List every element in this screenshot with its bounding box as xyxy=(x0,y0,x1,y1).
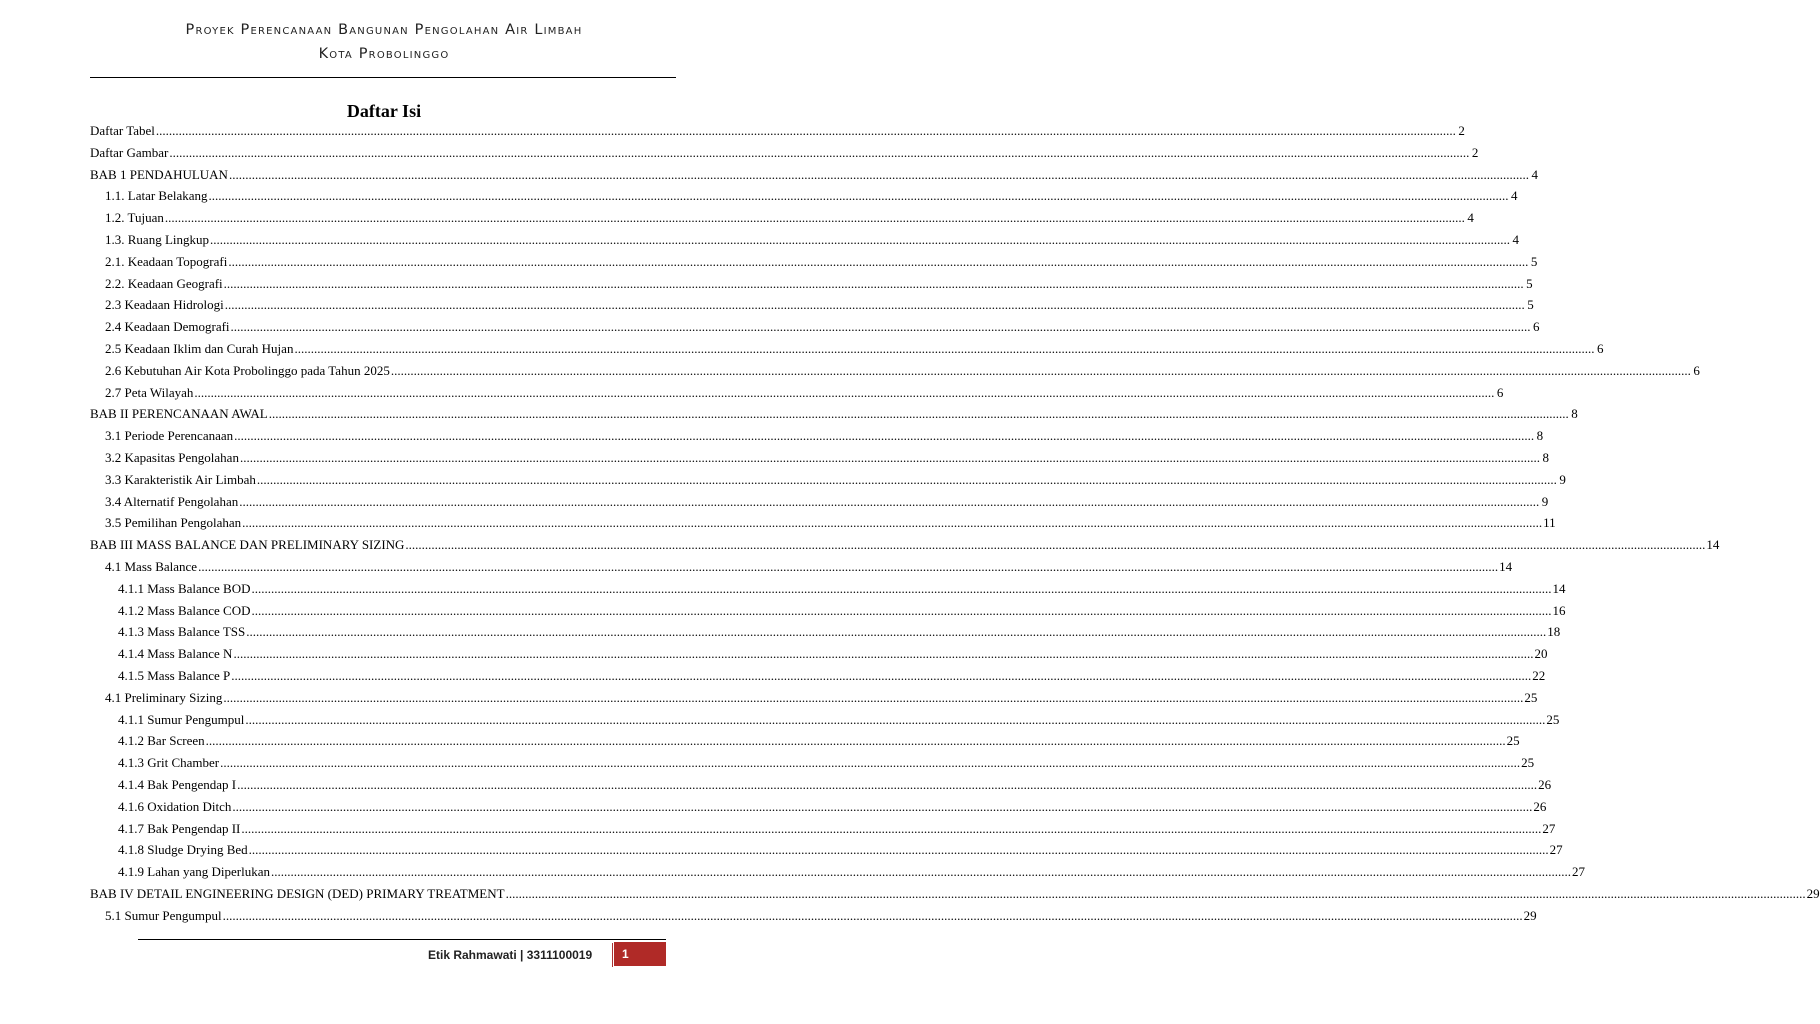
toc-dot-leader: ................................................................................................................................................................................................................................................................................................................................................................................................................ xyxy=(237,776,1538,792)
toc-entry-title: 4.1.3 Mass Balance TSS xyxy=(118,624,246,640)
toc-entry-page: 16 xyxy=(1552,602,1566,618)
toc-entry[interactable] xyxy=(90,709,1560,731)
toc-entry-page: 25 xyxy=(1506,733,1520,749)
toc-entry-page: 6 xyxy=(1693,362,1700,378)
toc-entry-title: Daftar Tabel xyxy=(90,123,155,138)
toc-entry-title: 2.6 Kebutuhan Air Kota Probolinggo pada Tahun 2025 xyxy=(105,362,390,378)
header-divider xyxy=(90,77,676,78)
toc-entry-page: 27 xyxy=(1549,842,1563,858)
toc-dot-leader: ................................................................................................................................................................................................................................................................................................................................................................................................................ xyxy=(223,689,1524,705)
toc-entry[interactable] xyxy=(90,643,1548,665)
toc-entry-title: 3.4 Alternatif Pengolahan xyxy=(105,493,239,509)
toc-entry[interactable] xyxy=(90,730,1520,752)
toc-entry[interactable] xyxy=(90,447,1549,469)
toc-dot-leader: ................................................................................................................................................................................................................................................................................................................................................................................................................ xyxy=(234,428,1535,444)
toc-entry-title: BAB II PERENCANAAN AWAL xyxy=(90,406,268,422)
toc-dot-leader: ................................................................................................................................................................................................................................................................................................................................................................................................................ xyxy=(268,406,1569,422)
toc-dot-leader: ................................................................................................................................................................................................................................................................................................................................................................................................................ xyxy=(155,123,1456,138)
toc-entry[interactable] xyxy=(90,338,1604,360)
toc-dot-leader: ................................................................................................................................................................................................................................................................................................................................................................................................................ xyxy=(270,864,1571,880)
toc-entry-title: 1.2. Tujuan xyxy=(105,210,164,226)
toc-entry[interactable] xyxy=(90,360,1700,382)
toc-dot-leader: ................................................................................................................................................................................................................................................................................................................................................................................................................ xyxy=(239,493,1540,509)
toc-entry[interactable] xyxy=(90,316,1540,338)
toc-entry-title: 4.1.4 Mass Balance N xyxy=(118,646,233,662)
header-line-1: Proyek Perencanaan Bangunan Pengolahan Air Limbah xyxy=(185,22,583,38)
toc-entry[interactable] xyxy=(90,839,1563,861)
toc-dot-leader: ................................................................................................................................................................................................................................................................................................................................................................................................................ xyxy=(251,602,1552,618)
toc-entry-title: 4.1.2 Bar Screen xyxy=(118,733,205,749)
toc-entry-title: 4.1.8 Sludge Drying Bed xyxy=(118,842,248,858)
toc-entry[interactable] xyxy=(90,120,1465,142)
toc-entry[interactable] xyxy=(90,403,1578,425)
toc-entry[interactable] xyxy=(90,185,1518,207)
toc-entry-title: Daftar Gambar xyxy=(90,144,169,160)
toc-entry[interactable] xyxy=(90,491,1549,513)
toc-entry-page: 8 xyxy=(1571,406,1578,422)
toc-entry[interactable] xyxy=(90,818,1556,840)
toc-entry-page: 14 xyxy=(1499,558,1513,574)
toc-entry-page: 6 xyxy=(1596,340,1604,356)
toc-entry-title: 4.1.1 Sumur Pengumpul xyxy=(118,711,245,727)
toc-entry-page: 14 xyxy=(1706,537,1720,553)
toc-entry-title: 4.1.5 Mass Balance P xyxy=(118,667,231,683)
toc-entry[interactable] xyxy=(90,665,1546,687)
toc-entry-title: 3.5 Pemilihan Pengolahan xyxy=(105,515,242,531)
toc-entry-title: 3.3 Karakteristik Air Limbah xyxy=(105,471,256,487)
toc-entry[interactable] xyxy=(90,687,1538,709)
toc-entry[interactable] xyxy=(90,229,1519,251)
toc-entry-title: 5.1 Sumur Pengumpul xyxy=(105,907,222,923)
toc-entry[interactable] xyxy=(90,774,1552,796)
toc-entry-title: 2.3 Keadaan Hidrologi xyxy=(105,297,224,313)
toc-entry-title: 2.4 Keadaan Demografi xyxy=(105,319,230,335)
toc-entry-title: 3.1 Periode Perencanaan xyxy=(105,428,234,444)
toc-entry-title: 4.1.4 Bak Pengendap I xyxy=(118,776,237,792)
toc-dot-leader: ................................................................................................................................................................................................................................................................................................................................................................................................................ xyxy=(248,842,1549,858)
header-line-2: Kota Probolinggo xyxy=(318,46,450,62)
toc-entry[interactable] xyxy=(90,600,1566,622)
toc-entry[interactable] xyxy=(90,621,1561,643)
toc-entry[interactable] xyxy=(90,556,1513,578)
toc-entry-title: 4.1.1 Mass Balance BOD xyxy=(118,580,251,596)
toc-entry-title: 1.1. Latar Belakang xyxy=(105,188,208,204)
toc-entry[interactable] xyxy=(90,796,1547,818)
toc-entry[interactable] xyxy=(90,164,1538,186)
toc-entry-page: 26 xyxy=(1538,776,1552,792)
running-header xyxy=(0,18,768,66)
toc-entry-page: 25 xyxy=(1546,711,1560,727)
toc-entry-page: 29 xyxy=(1523,907,1537,923)
toc-entry-title: 3.2 Kapasitas Pengolahan xyxy=(105,449,239,465)
toc-dot-leader: ................................................................................................................................................................................................................................................................................................................................................................................................................ xyxy=(230,319,1531,335)
toc-entry-page: 25 xyxy=(1524,689,1538,705)
toc-entry[interactable] xyxy=(90,273,1533,295)
toc-entry-page: 14 xyxy=(1552,580,1566,596)
toc-dot-leader: ................................................................................................................................................................................................................................................................................................................................................................................................................ xyxy=(231,667,1532,683)
footer-author: Etik Rahmawati | 3311100019 xyxy=(428,948,593,962)
toc-entry-title: 2.5 Keadaan Iklim dan Curah Hujan xyxy=(105,340,294,356)
toc-dot-leader: ................................................................................................................................................................................................................................................................................................................................................................................................................ xyxy=(232,798,1533,814)
toc-entry-page: 4 xyxy=(1512,231,1519,247)
toc-entry[interactable] xyxy=(90,905,1537,927)
toc-entry-title: 4.1.9 Lahan yang Diperlukan xyxy=(118,864,270,880)
toc-entry[interactable] xyxy=(90,752,1535,774)
toc-entry[interactable] xyxy=(90,534,1720,556)
toc-dot-leader: ................................................................................................................................................................................................................................................................................................................................................................................................................ xyxy=(208,188,1509,204)
toc-entry-page: 26 xyxy=(1533,798,1547,814)
toc-entry-page: 18 xyxy=(1547,624,1561,640)
toc-dot-leader: ................................................................................................................................................................................................................................................................................................................................................................................................................ xyxy=(241,820,1542,836)
toc-entry[interactable] xyxy=(90,883,1820,905)
toc-entry-title: BAB 1 PENDAHULUAN xyxy=(90,166,228,182)
footer-divider xyxy=(138,939,666,940)
toc-entry-page: 8 xyxy=(1536,428,1544,444)
toc-entry-page: 8 xyxy=(1542,449,1549,465)
toc-entry-title: 2.1. Keadaan Topografi xyxy=(105,253,228,269)
toc-entry[interactable] xyxy=(90,251,1538,273)
toc-entry[interactable] xyxy=(90,861,1585,883)
toc-entry-title: 4.1.2 Mass Balance COD xyxy=(118,602,251,618)
toc-entry-page: 25 xyxy=(1521,755,1535,771)
toc-entry-title: 4.1.3 Grit Chamber xyxy=(118,755,220,771)
toc-entry[interactable] xyxy=(90,512,1556,534)
toc-entry-title: BAB III MASS BALANCE DAN PRELIMINARY SIZING xyxy=(90,537,405,553)
toc-entry-page: 4 xyxy=(1511,188,1518,204)
toc-dot-leader: ................................................................................................................................................................................................................................................................................................................................................................................................................ xyxy=(223,275,1524,291)
toc-dot-leader: ................................................................................................................................................................................................................................................................................................................................................................................................................ xyxy=(390,362,1691,378)
toc-dot-leader: ................................................................................................................................................................................................................................................................................................................................................................................................................ xyxy=(228,166,1529,182)
toc-dot-leader: ................................................................................................................................................................................................................................................................................................................................................................................................................ xyxy=(222,907,1523,923)
toc-entry-page: 5 xyxy=(1530,253,1538,269)
toc-entry-page: 9 xyxy=(1559,471,1566,487)
toc-entry-page: 4 xyxy=(1467,210,1474,226)
toc-entry-page: 27 xyxy=(1542,820,1556,836)
toc-dot-leader: ................................................................................................................................................................................................................................................................................................................................................................................................................ xyxy=(245,711,1546,727)
toc-dot-leader: ................................................................................................................................................................................................................................................................................................................................................................................................................ xyxy=(251,580,1552,596)
toc-title: Daftar Isi xyxy=(346,101,422,121)
toc-entry[interactable] xyxy=(90,142,1479,164)
toc-entry-page: 2 xyxy=(1458,123,1465,138)
toc-entry-page: 29 xyxy=(1806,885,1820,901)
toc-entry-page: 5 xyxy=(1527,297,1534,313)
toc-entry-page: 6 xyxy=(1496,384,1504,400)
table-of-contents xyxy=(90,120,1820,926)
toc-entry-page: 4 xyxy=(1531,166,1538,182)
toc-dot-leader: ................................................................................................................................................................................................................................................................................................................................................................................................................ xyxy=(405,537,1706,553)
footer-separator xyxy=(612,943,613,967)
toc-entry-title: 4.1.6 Oxidation Ditch xyxy=(118,798,232,814)
toc-entry-page: 5 xyxy=(1526,275,1533,291)
toc-entry[interactable] xyxy=(90,425,1544,447)
page-number-badge: 1 xyxy=(614,942,666,966)
toc-entry[interactable] xyxy=(90,294,1534,316)
toc-dot-leader: ................................................................................................................................................................................................................................................................................................................................................................................................................ xyxy=(505,885,1806,901)
toc-entry-page: 22 xyxy=(1532,667,1546,683)
toc-dot-leader: ................................................................................................................................................................................................................................................................................................................................................................................................................ xyxy=(198,558,1499,574)
toc-entry[interactable] xyxy=(90,578,1566,600)
toc-entry-page: 20 xyxy=(1534,646,1548,662)
toc-entry-title: 1.3. Ruang Lingkup xyxy=(105,231,209,247)
toc-dot-leader: ................................................................................................................................................................................................................................................................................................................................................................................................................ xyxy=(256,471,1557,487)
toc-entry[interactable] xyxy=(90,207,1474,229)
toc-dot-leader: ................................................................................................................................................................................................................................................................................................................................................................................................................ xyxy=(194,384,1495,400)
toc-entry[interactable] xyxy=(90,382,1504,404)
toc-entry-title: 4.1.7 Bak Pengendap II xyxy=(118,820,241,836)
toc-dot-leader: ................................................................................................................................................................................................................................................................................................................................................................................................................ xyxy=(294,340,1595,356)
toc-dot-leader: ................................................................................................................................................................................................................................................................................................................................................................................................................ xyxy=(233,646,1534,662)
toc-entry-page: 6 xyxy=(1533,319,1540,335)
toc-entry-title: 2.7 Peta Wilayah xyxy=(105,384,194,400)
toc-entry-page: 2 xyxy=(1471,144,1479,160)
toc-entry[interactable] xyxy=(90,469,1566,491)
toc-dot-leader: ................................................................................................................................................................................................................................................................................................................................................................................................................ xyxy=(164,210,1465,226)
toc-entry-page: 27 xyxy=(1571,864,1585,880)
toc-entry-title: 2.2. Keadaan Geografi xyxy=(105,275,223,291)
toc-entry-title: BAB IV DETAIL ENGINEERING DESIGN (DED) PRIMARY TREATMENT xyxy=(90,885,505,901)
toc-dot-leader: ................................................................................................................................................................................................................................................................................................................................................................................................................ xyxy=(242,515,1543,531)
toc-dot-leader: ................................................................................................................................................................................................................................................................................................................................................................................................................ xyxy=(220,755,1521,771)
toc-dot-leader: ................................................................................................................................................................................................................................................................................................................................................................................................................ xyxy=(224,297,1525,313)
toc-dot-leader: ................................................................................................................................................................................................................................................................................................................................................................................................................ xyxy=(228,253,1529,269)
toc-dot-leader: ................................................................................................................................................................................................................................................................................................................................................................................................................ xyxy=(210,231,1510,247)
toc-dot-leader: ................................................................................................................................................................................................................................................................................................................................................................................................................ xyxy=(239,449,1540,465)
toc-entry-page: 11 xyxy=(1543,515,1556,531)
toc-entry-title: 4.1 Mass Balance xyxy=(105,558,198,574)
toc-entry-title: 4.1 Preliminary Sizing xyxy=(105,689,223,705)
toc-entry-page: 9 xyxy=(1541,493,1549,509)
toc-dot-leader: ................................................................................................................................................................................................................................................................................................................................................................................................................ xyxy=(169,144,1470,160)
toc-dot-leader: ................................................................................................................................................................................................................................................................................................................................................................................................................ xyxy=(246,624,1547,640)
toc-dot-leader: ................................................................................................................................................................................................................................................................................................................................................................................................................ xyxy=(205,733,1506,749)
